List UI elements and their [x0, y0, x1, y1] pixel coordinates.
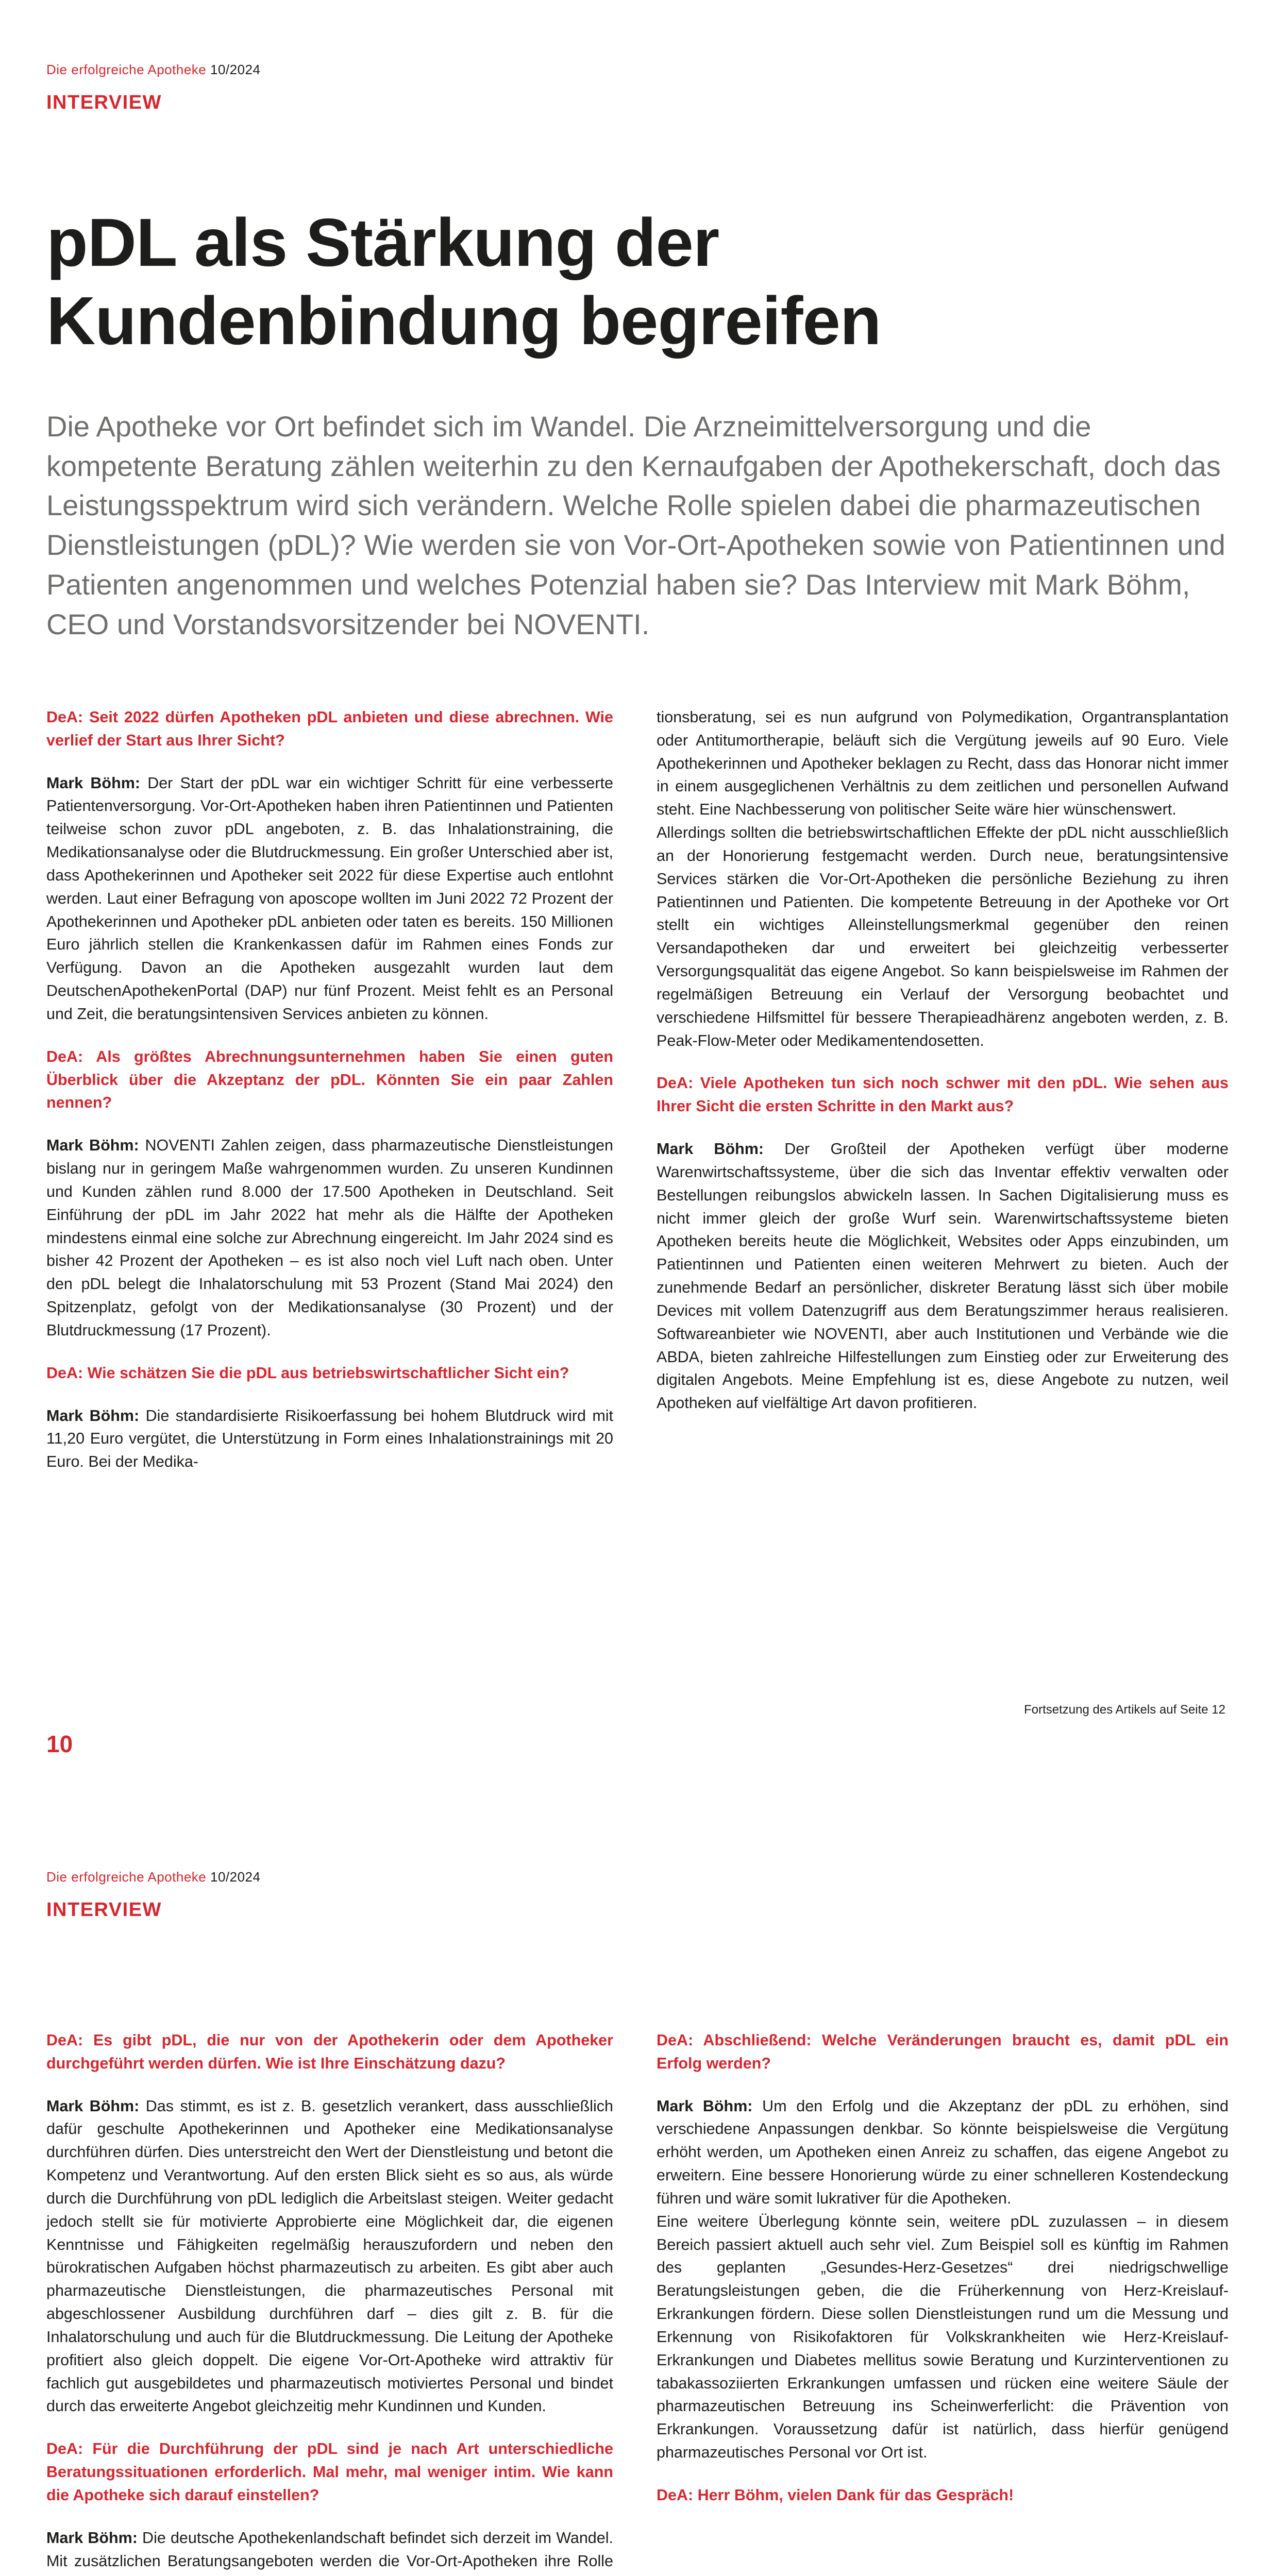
- publication-header: [46, 62, 260, 78]
- interview-question: DeA: Wie schätzen Sie die pDL aus betriebswirtschaftlicher Sicht ein?: [46, 1364, 569, 1382]
- issue-number: 10/2024: [210, 1869, 261, 1885]
- article-column-right: [657, 2029, 1229, 2527]
- answer-text: Das stimmt, es ist z. B. gesetzlich verankert, dass ausschließlich dafür geschulte Apothekerinnen und Apotheker eine Medikationsanalyse durchführen dürfen. Dies unterstreicht den Wert der Dienstleistung und betont die Kompetenz und Verantwortung. Auf den ersten Blick sieht es so aus, als würde durch die Durchführung von pDL lediglich die Arbeitslast steigen. Weiter gedacht jedoch stellt sie für motivierte Approbierte eine Möglichkeit dar, die eigenen Kenntnisse und Fähigkeiten regelmäßig herauszufordern und neben den bürokratischen Aufgaben höchst pharmazeutisch zu arbeiten. Es gibt aber auch pharmazeutische Dienstleistungen, die pharmazeutisches Personal mit abgeschlossener Ausbildung durchführen darf – dies gilt z. B. für die Inhalatorschulung und auch für die Blutdruckmessung. Die Leitung der Apotheke profitiert also gleich doppelt. Die eigene Vor-Ort-Apotheke wird attraktiv für fachlich gut ausgebildetes und pharmazeutisch motiviertes Personal und bindet durch das erweiterte Angebot gleichzeitig mehr Kundinnen und Kunden.: [46, 2097, 613, 2415]
- publication-name: Die erfolgreiche Apotheke: [46, 62, 207, 77]
- answer-text: Der Start der pDL war ein wichtiger Schritt für eine verbesserte Patientenversorgung. Vor-Ort-Apotheken haben ihren Patientinnen und Patienten teilweise schon zuvor pDL angeboten, z. B. das Inhalationstraining, die Medikationsanalyse oder die Blutdruckmessung. Ein großer Unterschied aber ist, dass Apothekerinnen und Apotheker seit 2022 für diese Expertise auch entlohnt werden. Laut einer Befragung von aposcope wollten im Juni 2022 72 Prozent der Apothekerinnen und Apotheker pDL anbieten oder taten es bereits. 150 Millionen Euro jährlich stellen die Krankenkassen dafür im Rahmen eines Fonds zur Verfügung. Davon an die Apotheken ausgezahlt wurden laut dem DeutschenApothekenPortal (DAP) nur fünf Prozent. Meist fehlt es an Personal und Zeit, die beratungsintensiven Services anbieten zu können.: [46, 774, 613, 1023]
- article-lead: Die Apotheke vor Ort befindet sich im Wandel. Die Arzneimittelversorgung und die kompetente Beratung zählen weiterhin zu den Kernaufgaben der Apothekerschaft, doch das Leistungsspektrum wird sich verändern. Welche Rolle spielen dabei die pharmazeutischen Dienstleistungen (pDL)? Wie werden sie von Vor-Ort-Apotheken sowie von Patientinnen und Patienten angenommen und welches Potenzial haben sie? Das Interview mit Mark Böhm, CEO und Vorstandsvorsitzender bei NOVENTI.: [46, 410, 1225, 640]
- interview-question: DeA: Als größtes Abrechnungsunternehmen haben Sie einen guten Überblick über die Akzeptanz der pDL. Könnten Sie ein paar Zahlen nennen?: [46, 1047, 613, 1112]
- continuation-note: Fortsetzung des Artikels auf Seite 12: [1024, 1703, 1225, 1717]
- interview-answer: [46, 772, 613, 1026]
- answer-continuation: tionsberatung, sei es nun aufgrund von Polymedikation, Organtransplantation oder Antitumortherapie, beläuft sich die Vergütung jeweils auf 90 Euro. Viele Apothekerinnen und Apotheker beklagen zu Recht, dass das Honorar nicht immer in einem ausgeglichenen Verhältnis zu dem zeitlichen und personellen Aufwand steht. Eine Nachbesserung von politischer Seite wäre hier wünschenswert. Allerdings sollten die betriebswirtschaftlichen Effekte der pDL nicht ausschließlich an der Honorierung festgemacht werden. Durch neue, beratungsintensive Services stärken die Vor-Ort-Apotheken die persönliche Beziehung zu ihren Patientinnen und Patienten. Die kompetente Betreuung in der Apotheke vor Ort stellt ein wichtiges Alleinstellungsmerkmal gegenüber den reinen Versandapotheken dar und erweitert bei gleichzeitig verbesserter Versorgungsqualität das eigene Angebot. So kann beispielsweise im Rahmen der regelmäßigen Betreuung ein Verlauf der Versorgung beobachtet und verschiedene Hilfsmittel für bessere Therapieadhärenz angeboten werden, z. B. Peak-Flow-Meter oder Medikamentendosetten.: [657, 708, 1229, 1049]
- interview-answer: [657, 2095, 1229, 2464]
- interview-answer: [46, 2527, 613, 2576]
- section-label: INTERVIEW: [46, 92, 162, 113]
- speaker-name: Mark Böhm:: [657, 2097, 753, 2115]
- issue-number: 10/2024: [210, 62, 261, 77]
- publication-header: [46, 1869, 260, 1885]
- answer-text: NOVENTI Zahlen zeigen, dass pharmazeutische Dienstleistungen bislang nur in geringem Maße wahrgenommen wurden. Zu unseren Kundinnen und Kunden zählen rund 8.000 der 17.500 Apotheken in Deutschland. Seit Einführung der pDL im Jahr 2022 hat mehr als die Hälfte der Apotheken mindestens einmal eine solche zur Abrechnung eingereicht. Im Jahr 2024 sind es bisher 42 Prozent der Apotheken – es ist also noch viel Luft nach oben. Unter den pDL belegt die Inhalatorschulung mit 53 Prozent (Stand Mai 2024) den Spitzenplatz, gefolgt von der Medikationsanalyse (30 Prozent) und der Blutdruckmessung (17 Prozent).: [46, 1137, 613, 1339]
- interview-answer: [46, 2095, 613, 2418]
- interview-answer: [657, 1138, 1229, 1415]
- interview-question: DeA: Seit 2022 dürfen Apotheken pDL anbieten und diese abrechnen. Wie verlief der Start aus Ihrer Sicht?: [46, 708, 613, 749]
- magazine-page-12: [0, 1807, 1278, 2576]
- article-column-left: [46, 706, 613, 1493]
- interview-question: DeA: Viele Apotheken tun sich noch schwer mit den pDL. Wie sehen aus Ihrer Sicht die ersten Schritte in den Markt aus?: [657, 1074, 1229, 1115]
- page-number: 10: [46, 1731, 73, 1757]
- answer-text: Der Großteil der Apotheken verfügt über moderne Warenwirtschaftssysteme, über die sich das Inventar effektiv verwalten oder Bestellungen reibungslos abwickeln lassen. In Sachen Digitalisierung muss es nicht immer gleich der große Wurf sein. Warenwirtschaftssysteme bieten Apotheken bereits heute die Möglichkeit, Websites oder Apps einzubinden, um Patientinnen und Patienten einen weiteren Mehrwert zu bieten. Auch der zunehmende Bedarf an persönlicher, diskreter Beratung lässt sich über mobile Devices mit vollem Datenzugriff aus dem Beratungszimmer heraus realisieren. Softwareanbieter wie NOVENTI, aber auch Institutionen und Verbände wie die ABDA, bieten zahlreiche Hilfestellungen zum Einstieg oder zur Erweiterung des digitalen Angebots. Meine Empfehlung ist es, diese Angebote zu nutzen, weil Apotheken auf vielfältige Art davon profitieren.: [657, 1140, 1229, 1412]
- speaker-name: Mark Böhm:: [46, 1137, 139, 1155]
- speaker-name: Mark Böhm:: [46, 1406, 140, 1425]
- interview-question: DeA: Abschließend: Welche Veränderungen braucht es, damit pDL ein Erfolg werden?: [657, 2031, 1229, 2072]
- speaker-name: Mark Böhm:: [46, 2529, 138, 2547]
- interview-question: DeA: Für die Durchführung der pDL sind je nach Art unterschiedliche Beratungssituationen erforderlich. Mal mehr, mal weniger intim. Wie kann die Apotheke sich darauf einstellen?: [46, 2440, 613, 2504]
- answer-text: Die deutsche Apothekenlandschaft befindet sich derzeit im Wandel. Mit zusätzlichen Beratungsangeboten werden die Vor-Ort-Apotheken ihre Rolle: [46, 2529, 613, 2570]
- interview-question: DeA: Es gibt pDL, die nur von der Apothekerin oder dem Apotheker durchgeführt werden dürfen. Wie ist Ihre Einschätzung dazu?: [46, 2031, 613, 2072]
- article-column-right: [657, 706, 1229, 1434]
- interview-question: DeA: Herr Böhm, vielen Dank für das Gespräch!: [657, 2486, 1014, 2504]
- speaker-name: Mark Böhm:: [46, 2097, 140, 2115]
- interview-answer: [46, 1404, 613, 1473]
- article-title: pDL als Stärkung der Kundenbindung begreifen: [46, 205, 881, 359]
- publication-name: Die erfolgreiche Apotheke: [46, 1869, 207, 1885]
- speaker-name: Mark Böhm:: [46, 774, 140, 792]
- article-column-left: [46, 2029, 613, 2576]
- speaker-name: Mark Böhm:: [657, 1140, 764, 1158]
- answer-text: Um den Erfolg und die Akzeptanz der pDL zu erhöhen, sind verschiedene Anpassungen denkbar. So könnte beispielsweise die Vergütung erhöht werden, um Apotheken einen Anreiz zu schaffen, das eigene Angebot zu erweitern. Eine bessere Honorierung würde zu einer schnelleren Kostendeckung führen und wäre somit lukrativer für die Apotheken. Eine weitere Überlegung könnte sein, weitere pDL zuzulassen – in diesem Bereich passiert aktuell auch sehr viel. Zum Beispiel soll es künftig im Rahmen des geplanten „Gesundes-Herz-Gesetzes“ drei niedrigschwellige Beratungsleistungen geben, die die Früherkennung von Herz-Kreislauf-Erkrankungen fördern. Diese sollen Dienstleistungen rund um die Messung und Erkennung von Risikofaktoren für Volkskrankheiten wie Herz-Kreislauf-Erkrankungen und Diabetes mellitus sowie Beratung und Kurzinterventionen zu tabakassoziierten Erkrankungen umfassen und rücken eine weitere Säule der pharmazeutischen Betreuung ins Scheinwerferlicht: die Prävention von Erkrankungen. Voraussetzung dafür ist natürlich, dass hierfür genügend pharmazeutisches Personal vor Ort ist.: [657, 2097, 1229, 2462]
- interview-answer: [46, 1134, 613, 1342]
- answer-text: Die standardisierte Risikoerfassung bei hohem Blutdruck wird mit 11,20 Euro vergütet, die Unterstützung in Form eines Inhalationstrainings mit 20 Euro. Bei der Medika-: [46, 1406, 613, 1471]
- section-label: INTERVIEW: [46, 1899, 162, 1921]
